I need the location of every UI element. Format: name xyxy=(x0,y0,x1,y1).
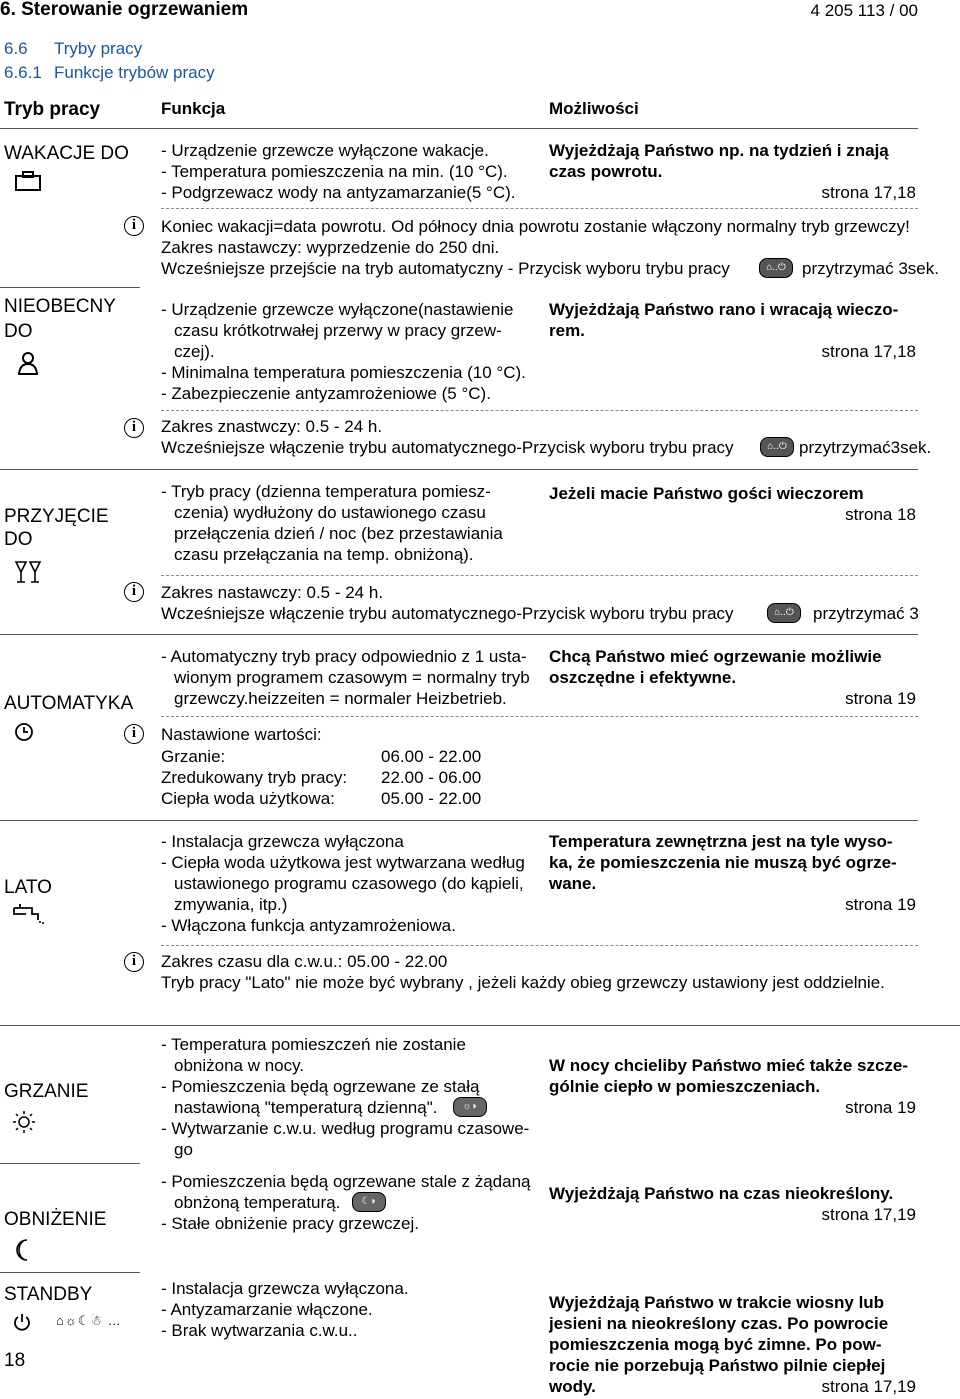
document-number: 4 205 113 / 00 xyxy=(810,1,918,20)
function-line: wionym programem czasowym = normalny tryb xyxy=(174,668,530,687)
person-away-icon xyxy=(14,350,42,378)
function-line: - Zabezpieczenie antyzamrożeniowe (5 °C). xyxy=(161,384,491,403)
setting-value: 06.00 - 22.00 xyxy=(381,747,482,766)
subsection-title: Funkcje trybów pracy xyxy=(54,63,215,82)
function-line: - Wytwarzanie c.w.u. według programu czasowe- xyxy=(161,1119,530,1138)
power-icon xyxy=(12,1312,32,1332)
row-divider xyxy=(0,1025,960,1026)
page-reference: strona 17,19 xyxy=(821,1377,916,1396)
option-line: Wyjeżdżają Państwo w trakcie wiosny lub xyxy=(549,1293,885,1312)
row-divider xyxy=(0,469,918,470)
mode-name-wakacje: WAKACJE DO xyxy=(4,143,129,164)
row-divider xyxy=(0,1163,140,1164)
section-number: 6.6 xyxy=(4,39,28,58)
function-line: - Automatyczny tryb pracy odpowiednio z 1 usta- xyxy=(161,647,527,666)
function-line: czasu krótkotrwałej przerwy w pracy grzew- xyxy=(174,321,502,340)
function-line: - Minimalna temperatura pomieszczenia (10 °C). xyxy=(161,363,526,382)
page-reference: strona 17,18 xyxy=(821,342,916,361)
clock-icon xyxy=(14,722,34,742)
function-line: - Temperatura pomieszczenia na min. (10 °C). xyxy=(161,162,508,181)
option-line: pomieszczenia mogą być zimne. Po pow- xyxy=(549,1335,882,1354)
info-icon: i xyxy=(124,216,144,236)
function-line: - Temperatura pomieszczeń nie zostanie xyxy=(161,1035,466,1054)
info-line: Wcześniejsze przejście na tryb automatyczny - Przycisk wyboru trybu pracy xyxy=(161,259,730,278)
option-line: oszczędne i efektywne. xyxy=(549,668,737,687)
function-line: - Pomieszczenia będą ogrzewane stale z żądaną xyxy=(161,1172,531,1191)
option-line: gólnie ciepło w pomieszczeniach. xyxy=(549,1077,821,1096)
option-line: W nocy chcieliby Państwo mieć także szcze- xyxy=(549,1056,909,1075)
sun-icon xyxy=(12,1110,36,1134)
chapter-title: 6. Sterowanie ogrzewaniem xyxy=(0,0,249,20)
function-line: - Pomieszczenia będą ogrzewane ze stałą xyxy=(161,1077,480,1096)
option-line: wane. xyxy=(549,874,597,893)
info-icon: i xyxy=(124,418,144,438)
option-line: Wyjeżdżają Państwo rano i wracają wieczo- xyxy=(549,300,899,319)
mode-select-button-icon: ⌂..⏻ xyxy=(759,258,793,278)
standby-indicator-icons: ⌂☼☾☃ … xyxy=(56,1313,122,1328)
option-line: czas powrotu. xyxy=(549,162,663,181)
suitcase-icon xyxy=(14,170,42,192)
function-line: grzewczy.heizzeiten = normaler Heizbetrieb. xyxy=(174,689,507,708)
option-line: rem. xyxy=(549,321,585,340)
info-line: Zakres znastwczy: 0.5 - 24 h. xyxy=(161,417,383,436)
info-icon: i xyxy=(124,724,144,744)
row-divider xyxy=(0,287,140,288)
option-line: rocie nie porzebują Państwo pilnie ciepłej xyxy=(549,1356,886,1375)
info-line: przytrzymać3sek. xyxy=(799,438,932,457)
mode-name-nieobecny: NIEOBECNY xyxy=(4,296,116,317)
info-line: Zakres czasu dla c.w.u.: 05.00 - 22.00 xyxy=(161,952,448,971)
dashed-divider xyxy=(161,410,918,411)
info-line: Tryb pracy "Lato" nie może być wybrany , jeżeli każdy obieg grzewczy ustawiony jest oddzielnie. xyxy=(161,973,885,992)
function-line: go xyxy=(174,1140,193,1159)
subsection-number: 6.6.1 xyxy=(4,63,42,82)
tap-water-icon xyxy=(12,902,46,924)
info-line: Wcześniejsze włączenie trybu automatycznego-Przycisk wyboru trybu pracy xyxy=(161,604,734,623)
page-reference: strona 19 xyxy=(845,895,916,914)
dashed-divider xyxy=(161,716,918,717)
section-title: Tryby pracy xyxy=(54,39,143,58)
function-line: - Brak wytwarzania c.w.u.. xyxy=(161,1321,358,1340)
mode-select-button-icon: ⌂..⏻ xyxy=(760,437,794,457)
info-line: przytrzymać 3 xyxy=(813,604,919,623)
function-line: - Ciepła woda użytkowa jest wytwarzana według xyxy=(161,853,525,872)
option-line: Jeżeli macie Państwo gości wieczorem xyxy=(549,484,864,503)
dashed-divider xyxy=(161,945,918,946)
function-line: czasu przełączania na temp. obniżoną). xyxy=(174,545,474,564)
column-header-options: Możliwości xyxy=(549,99,639,118)
option-line: ka, że pomieszczenia nie muszą być ogrze- xyxy=(549,853,897,872)
setting-label: Grzanie: xyxy=(161,747,226,766)
info-icon: i xyxy=(124,952,144,972)
option-line: Chcą Państwo mieć ogrzewanie możliwie xyxy=(549,647,882,666)
option-line: wody. xyxy=(549,1377,596,1396)
row-divider xyxy=(0,1272,140,1273)
function-line: - Tryb pracy (dzienna temperatura pomiesz- xyxy=(161,482,491,501)
function-line: ustawionego programu czasowego (do kąpieli, xyxy=(174,874,524,893)
reduced-temperature-button-icon: ☾◗ xyxy=(352,1192,386,1212)
column-header-mode: Tryb pracy xyxy=(4,99,101,120)
info-line: Zakres nastawczy: 0.5 - 24 h. xyxy=(161,583,384,602)
mode-name-przyjecie: PRZYJĘCIE xyxy=(4,506,109,527)
day-temperature-button-icon: ☼◗ xyxy=(453,1097,487,1117)
info-line: Wcześniejsze włączenie trybu automatycznego-Przycisk wyboru trybu pracy xyxy=(161,438,734,457)
mode-name-przyjecie-do: DO xyxy=(4,529,33,550)
option-line: Wyjeżdżają Państwo np. na tydzień i znają xyxy=(549,141,889,160)
mode-name-nieobecny-do: DO xyxy=(4,321,33,342)
info-line: Koniec wakacji=data powrotu. Od północy dnia powrotu zostanie włączony normalny tryb grzewczy! xyxy=(161,217,910,236)
function-line: czej). xyxy=(174,342,215,361)
function-line: czenia) wydłużony do ustawionego czasu xyxy=(174,503,486,522)
setting-value: 22.00 - 06.00 xyxy=(381,768,482,787)
page-reference: strona 19 xyxy=(845,689,916,708)
function-line: - Instalacja grzewcza wyłączona xyxy=(161,832,404,851)
row-divider xyxy=(0,820,918,821)
page-reference: strona 17,18 xyxy=(821,183,916,202)
mode-name-obnizenie: OBNIŻENIE xyxy=(4,1209,107,1230)
function-line: - Instalacja grzewcza wyłączona. xyxy=(161,1279,409,1298)
function-line: obniżona w nocy. xyxy=(174,1056,305,1075)
info-icon: i xyxy=(124,582,144,602)
setting-value: 05.00 - 22.00 xyxy=(381,789,482,808)
page-number: 18 xyxy=(4,1350,26,1371)
glasses-icon xyxy=(14,560,44,586)
option-line: Temperatura zewnętrzna jest na tyle wyso- xyxy=(549,832,893,851)
info-line: Zakres nastawczy: wyprzedzenie do 250 dni. xyxy=(161,238,500,257)
option-line: jesieni na nieokreślony czas. Po powrocie xyxy=(549,1314,889,1333)
info-line: przytrzymać 3sek. xyxy=(802,259,939,278)
page-reference: strona 19 xyxy=(845,1098,916,1117)
moon-icon xyxy=(12,1238,34,1262)
setting-label: Ciepła woda użytkowa: xyxy=(161,789,335,808)
setting-label: Zredukowany tryb pracy: xyxy=(161,768,348,787)
option-line: Wyjeżdżają Państwo na czas nieokreślony. xyxy=(549,1184,894,1203)
mode-name-grzanie: GRZANIE xyxy=(4,1081,89,1102)
dashed-divider xyxy=(161,208,918,209)
function-line: przełączenia dzień / noc (bez przestawiania xyxy=(174,524,503,543)
function-line: - Urządzenie grzewcze wyłączone(nastawienie xyxy=(161,300,514,319)
page-reference: strona 17,19 xyxy=(821,1205,916,1224)
function-line: - Podgrzewacz wody na antyzamarzanie(5 °C). xyxy=(161,183,516,202)
mode-name-standby: STANDBY xyxy=(4,1284,93,1305)
function-line: - Włączona funkcja antyzamrożeniowa. xyxy=(161,916,456,935)
header-divider xyxy=(0,128,918,129)
function-line: zmywania, itp.) xyxy=(174,895,288,914)
function-line: - Urządzenie grzewcze wyłączone wakacje. xyxy=(161,141,489,160)
page-reference: strona 18 xyxy=(845,505,916,524)
function-line: nastawioną "temperaturą dzienną". xyxy=(174,1098,438,1117)
function-line: - Stałe obniżenie pracy grzewczej. xyxy=(161,1214,419,1233)
mode-select-button-icon: ⌂..⏻ xyxy=(767,603,801,623)
function-line: obnżoną temperaturą. xyxy=(174,1193,341,1212)
mode-name-lato: LATO xyxy=(4,877,52,898)
settings-title: Nastawione wartości: xyxy=(161,725,322,744)
row-divider xyxy=(0,634,918,635)
function-line: - Antyzamarzanie włączone. xyxy=(161,1300,373,1319)
column-header-function: Funkcja xyxy=(161,99,226,118)
mode-name-automatyka: AUTOMATYKA xyxy=(4,693,134,714)
dashed-divider xyxy=(161,575,918,576)
